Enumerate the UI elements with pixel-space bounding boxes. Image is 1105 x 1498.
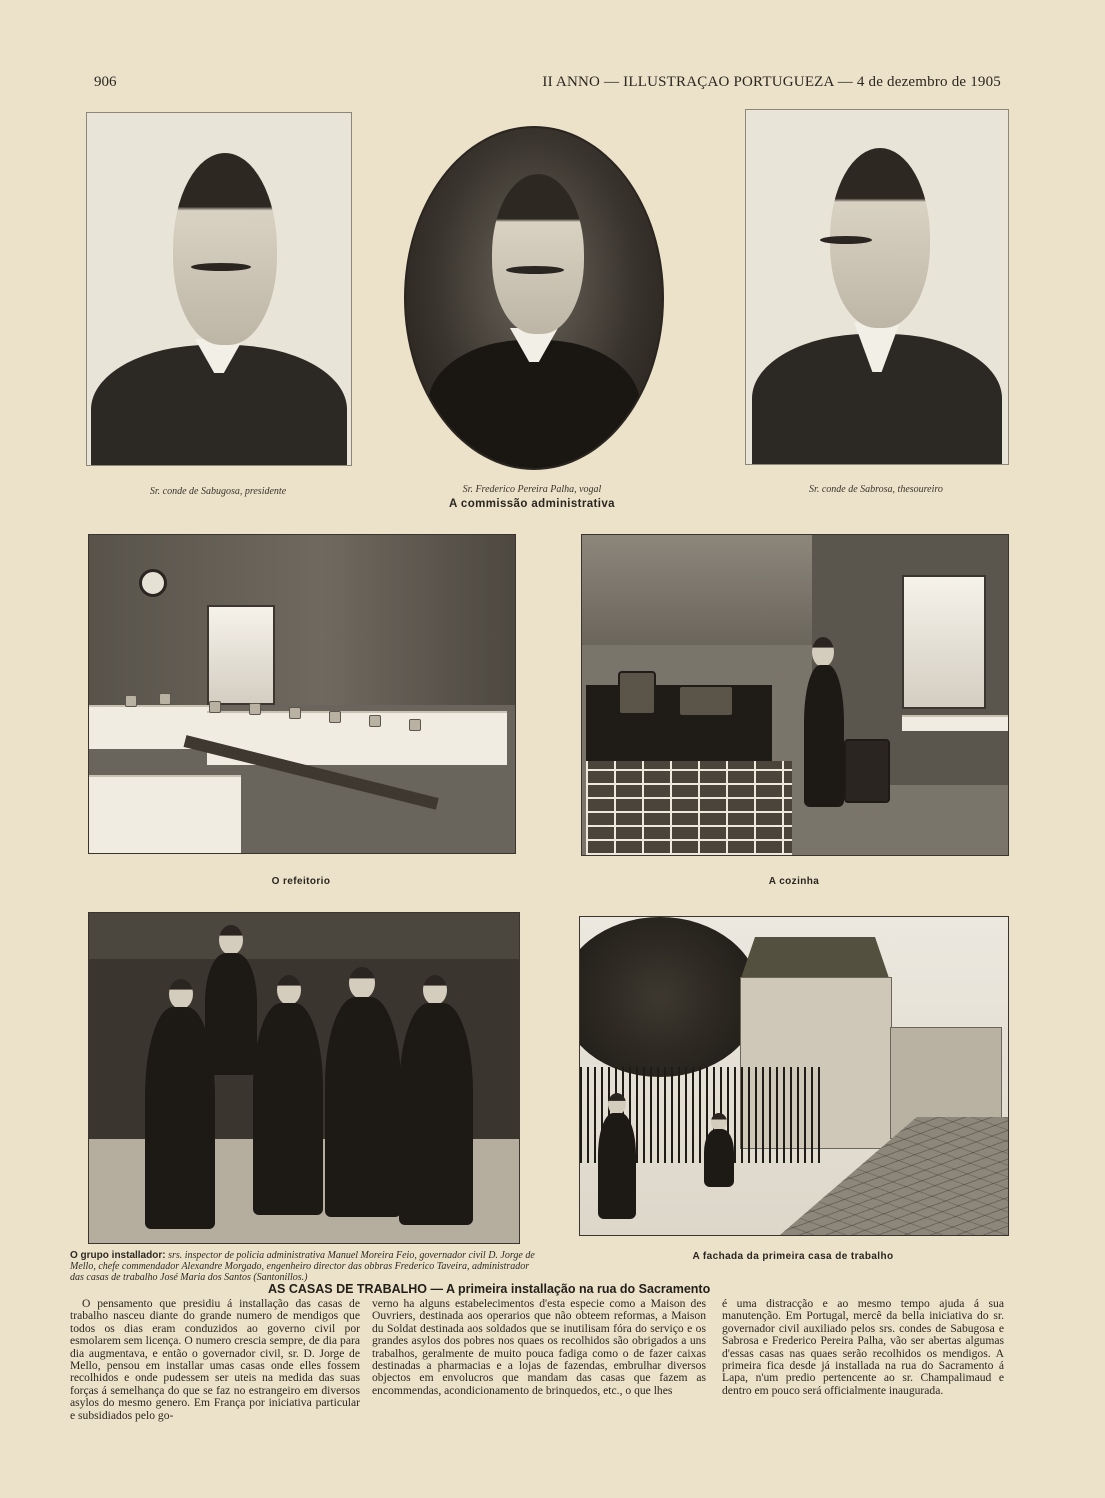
group-caption-lead: O grupo installador:: [70, 1250, 166, 1261]
portrait-caption-right: Sr. conde de Sabrosa, thesoureiro: [809, 484, 943, 495]
portrait-photo-right: [745, 109, 1009, 465]
article-col2-text: verno ha alguns estabelecimentos d'esta especie como a Maison des Ouvriers, destinada aos operarios que não obteem reformas, a Maison du Soldat destinada aos soldados que se inutilisam fóra do serviço e os grandes asylos dos pobres nos quaes os recolhidos são obrigados a uns trabalhos, geralmente de muito pouca fadiga como o de fazer caixas destinadas a pharmacias e a lojas de fazendas, embrulhar diversos objectos em envolucros que mandam das casas que fazem as encommendas, acondicionamento de brinquedos, etc., o que lhes: [372, 1297, 706, 1397]
refectory-caption: O refeitorio: [271, 876, 331, 887]
kitchen-photo: [581, 534, 1009, 856]
page-number: 906: [94, 74, 117, 90]
portrait-caption-center: Sr. Frederico Pereira Palha, vogal: [462, 484, 602, 495]
portrait-group-title: A commissão administrativa: [449, 498, 615, 510]
portrait-caption-left: Sr. conde de Sabugosa, presidente: [149, 486, 287, 497]
group-caption-text: srs. inspector de policia administrativa Manuel Moreira Feio, governador civil D. Jorge de Mello, chefe commendador Alexandre Morgado, engenheiro director das obbras Frederico Taveira, administrador das casas de trabalho José Maria dos Santos (Santonillos.): [70, 1250, 535, 1283]
article-column-3: [722, 1298, 1004, 1397]
facade-photo: [579, 916, 1009, 1236]
article-column-1: [70, 1298, 360, 1422]
article-headline: AS CASAS DE TRABALHO — A primeira installação na rua do Sacramento: [268, 1282, 711, 1296]
article-col1-text: O pensamento que presidiu á installação das casas de trabalho nasceu diante do grande numero de mendigos que todos os dias eram conduzidos ao governo civil por esmolarem sem licença. O numero crescia sempre, de dia para dia augmentava, e então o governador civil, sr. D. Jorge de Mello, pensou em installar umas casas onde elles fossem recolhidos e onde pudessem ser uteis na medida das suas forças á semelhança do que se faz no estrangeiro em diversos asylos do mesmo genero. Em França por iniciativa particular e subsidiados pelo go-: [70, 1297, 360, 1422]
portrait-photo-center: [404, 126, 664, 470]
refectory-photo: [88, 534, 516, 854]
kitchen-caption: A cozinha: [768, 876, 820, 887]
article-column-2: [372, 1298, 706, 1397]
facade-caption: A fachada da primeira casa de trabalho: [692, 1251, 894, 1262]
group-photo: [88, 912, 520, 1244]
running-head: II ANNO — ILLUSTRAÇAO PORTUGUEZA — 4 de dezembro de 1905: [542, 74, 1001, 90]
group-photo-caption: [70, 1250, 540, 1283]
portrait-photo-left: [86, 112, 352, 466]
article-col3-text: é uma distracção e ao mesmo tempo ajuda á sua manutenção. Em Portugal, mercê da bella iniciativa do sr. governador civil auxiliado pelos srs. condes de Sabugosa e Sabrosa e Frederico Pereira Palha, vão ser abertas algumas d'essas casas nas quaes serão recolhidos os mendigos. A primeira fica desde já installada na rua do Sacramento á Lapa, n'um predio pertencente ao sr. Champalimaud e dentro em pouco será officialmente inaugurada.: [722, 1297, 1004, 1397]
